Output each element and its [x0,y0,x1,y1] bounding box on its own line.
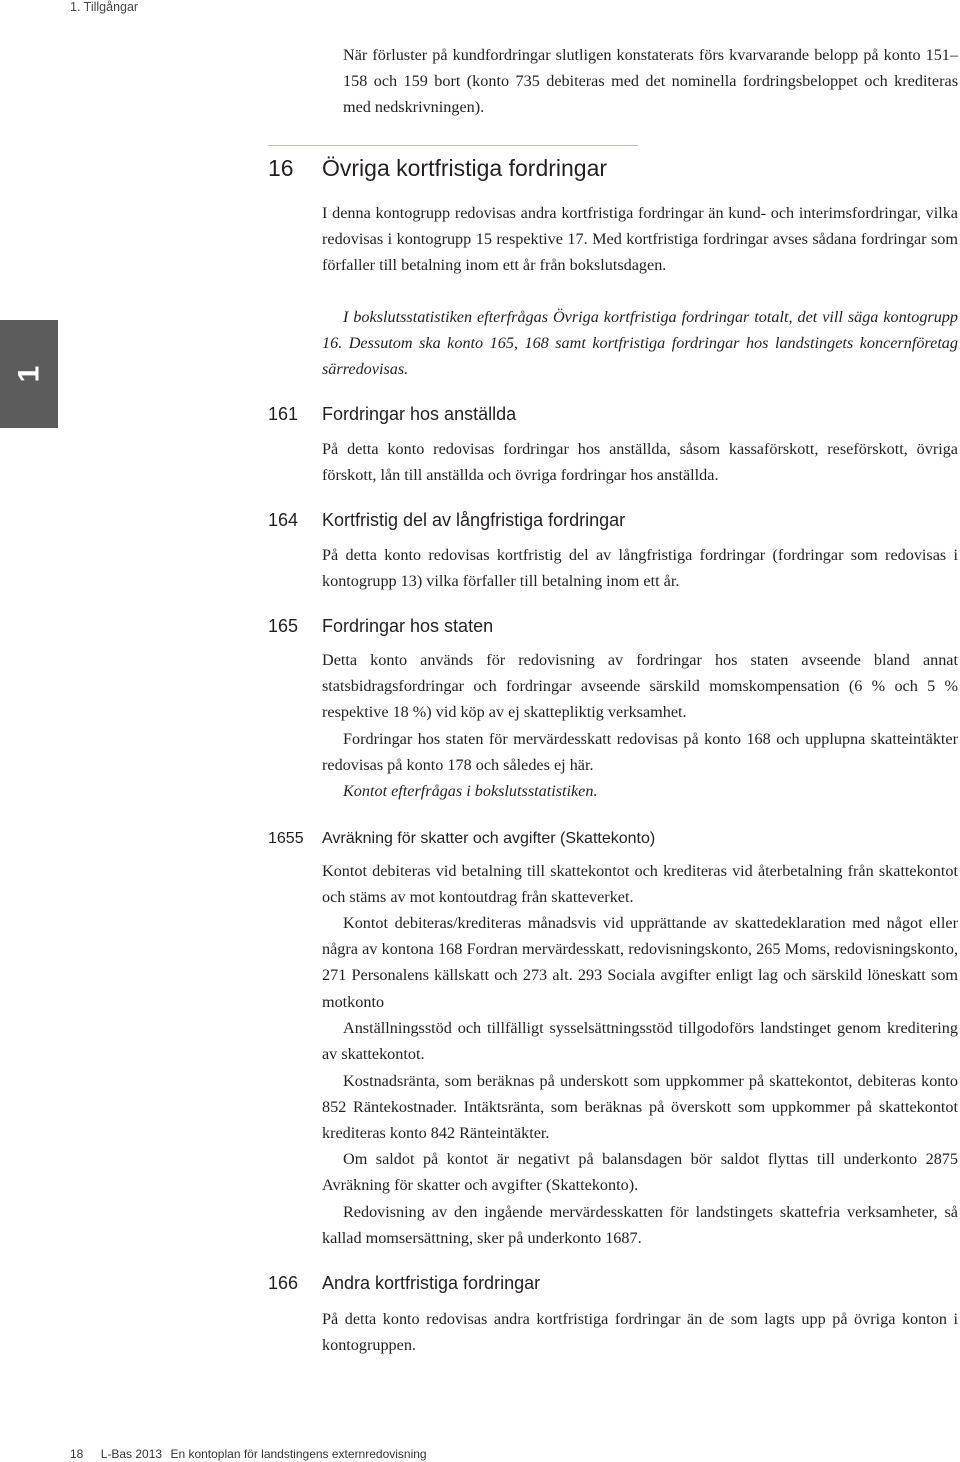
section-title-1655: Avräkning för skatter och avgifter (Skattekonto) [322,830,656,847]
section-divider [268,145,638,146]
s1655-paragraph-4: Kostnadsränta, som beräknas på underskott som uppkommer på skattekontot, debiteras konto 852 Räntekostnader. Intäktsränta, som beräknas på överskott som uppkommer på skattekontot krediteras konto 842 Ränteintäkter. [322,1072,958,1143]
s1655-paragraph-6: Redovisning av den ingående mervärdesskatten för landstingets skattefria verksamheter, så kallad momsersättning, sker på underkonto 1687. [322,1203,958,1248]
section-number-161: 161 [268,404,299,424]
s164-paragraph-1: På detta konto redovisas kortfristig del av långfristiga fordringar (fordringar som redovisas i kontogrupp 13) vilka förfaller till betalning inom ett år. [322,546,958,591]
s1655-paragraph-3: Anställningsstöd och tillfälligt sysselsättningsstöd tillgodoförs landstinget genom kreditering av skattekontot. [322,1019,958,1064]
publication-name: L-Bas 2013 [100,1447,163,1461]
s165-paragraph-1: Detta konto används för redovisning av fordringar hos staten avseende bland annat statsbidragsfordringar och fordringar avseende särskild momskompensation (6 % och 5 % respektive 18 %) vid köp av ej skattepliktig verksamhet. [322,651,958,722]
intro-paragraph: När förluster på kundfordringar slutligen konstaterats förs kvarvarande belopp på konto 151–158 och 159 bort (konto 735 debiteras med det nominella fordringsbeloppet och krediteras med nedskrivningen). [343,46,958,117]
section-number-16: 16 [268,155,294,181]
s161-paragraph-1: På detta konto redovisas fordringar hos anställda, såsom kassaförskott, reseförskott, övriga förskott, lån till anställda och övriga fordringar hos anställda. [322,440,958,485]
section-title-164: Kortfristig del av långfristiga fordringar [322,510,626,530]
publication-subtitle: En kontoplan för landstingens externredovisning [170,1447,427,1461]
s165-paragraph-3: Kontot efterfrågas i bokslutsstatistiken. [343,782,598,800]
page-footer [70,1447,427,1461]
section-number-164: 164 [268,510,299,530]
s16-paragraph-2: I bokslutsstatistiken efterfrågas Övriga kortfristiga fordringar totalt, det vill säga kontogrupp 16. Dessutom ska konto 165, 168 samt kortfristiga fordringar hos landstingets koncernföretag särredovisas. [322,308,958,379]
section-title-165: Fordringar hos staten [322,616,494,636]
section-number-165: 165 [268,616,299,636]
section-number-1655: 1655 [268,830,304,847]
page-number: 18 [70,1447,84,1461]
section-title-16: Övriga kortfristiga fordringar [322,155,608,181]
chapter-number: 1 [12,365,45,383]
s165-paragraph-2: Fordringar hos staten för mervärdesskatt redovisas på konto 168 och upplupna skatteintäkter redovisas på konto 178 och således ej här. [322,730,958,775]
running-head: 1. Tillgångar [70,0,139,14]
section-number-166: 166 [268,1273,299,1293]
s166-paragraph-1: På detta konto redovisas andra kortfristiga fordringar än de som lagts upp på övriga konton i kontogruppen. [322,1310,958,1355]
chapter-thumb-tab [0,320,58,428]
s1655-paragraph-1: Kontot debiteras vid betalning till skattekontot och krediteras vid återbetalning från skattekontot och stäms av mot kontoutdrag från skatteverket. [322,862,958,907]
section-title-166: Andra kortfristiga fordringar [322,1273,541,1293]
s1655-paragraph-2: Kontot debiteras/krediteras månadsvis vid upprättande av skattedeklaration med något eller några av kontona 168 Fordran mervärdesskatt, redovisningskonto, 265 Moms, redovisningskonto, 271 Personalens källskatt och 273 alt. 293 Sociala avgifter enligt lag och särskild löneskatt som motkonto [322,914,958,1011]
section-title-161: Fordringar hos anställda [322,404,517,424]
s1655-paragraph-5: Om saldot på kontot är negativt på balansdagen bör saldot flyttas till underkonto 2875 Avräkning för skatter och avgifter (Skattekonto). [322,1150,958,1195]
s16-paragraph-1: I denna kontogrupp redovisas andra kortfristiga fordringar än kund- och interimsfordringar, vilka redovisas i kontogrupp 15 respektive 17. Med kortfristiga fordringar avses sådana fordringar som förfaller till betalning inom ett år från bokslutsdagen. [322,204,958,275]
